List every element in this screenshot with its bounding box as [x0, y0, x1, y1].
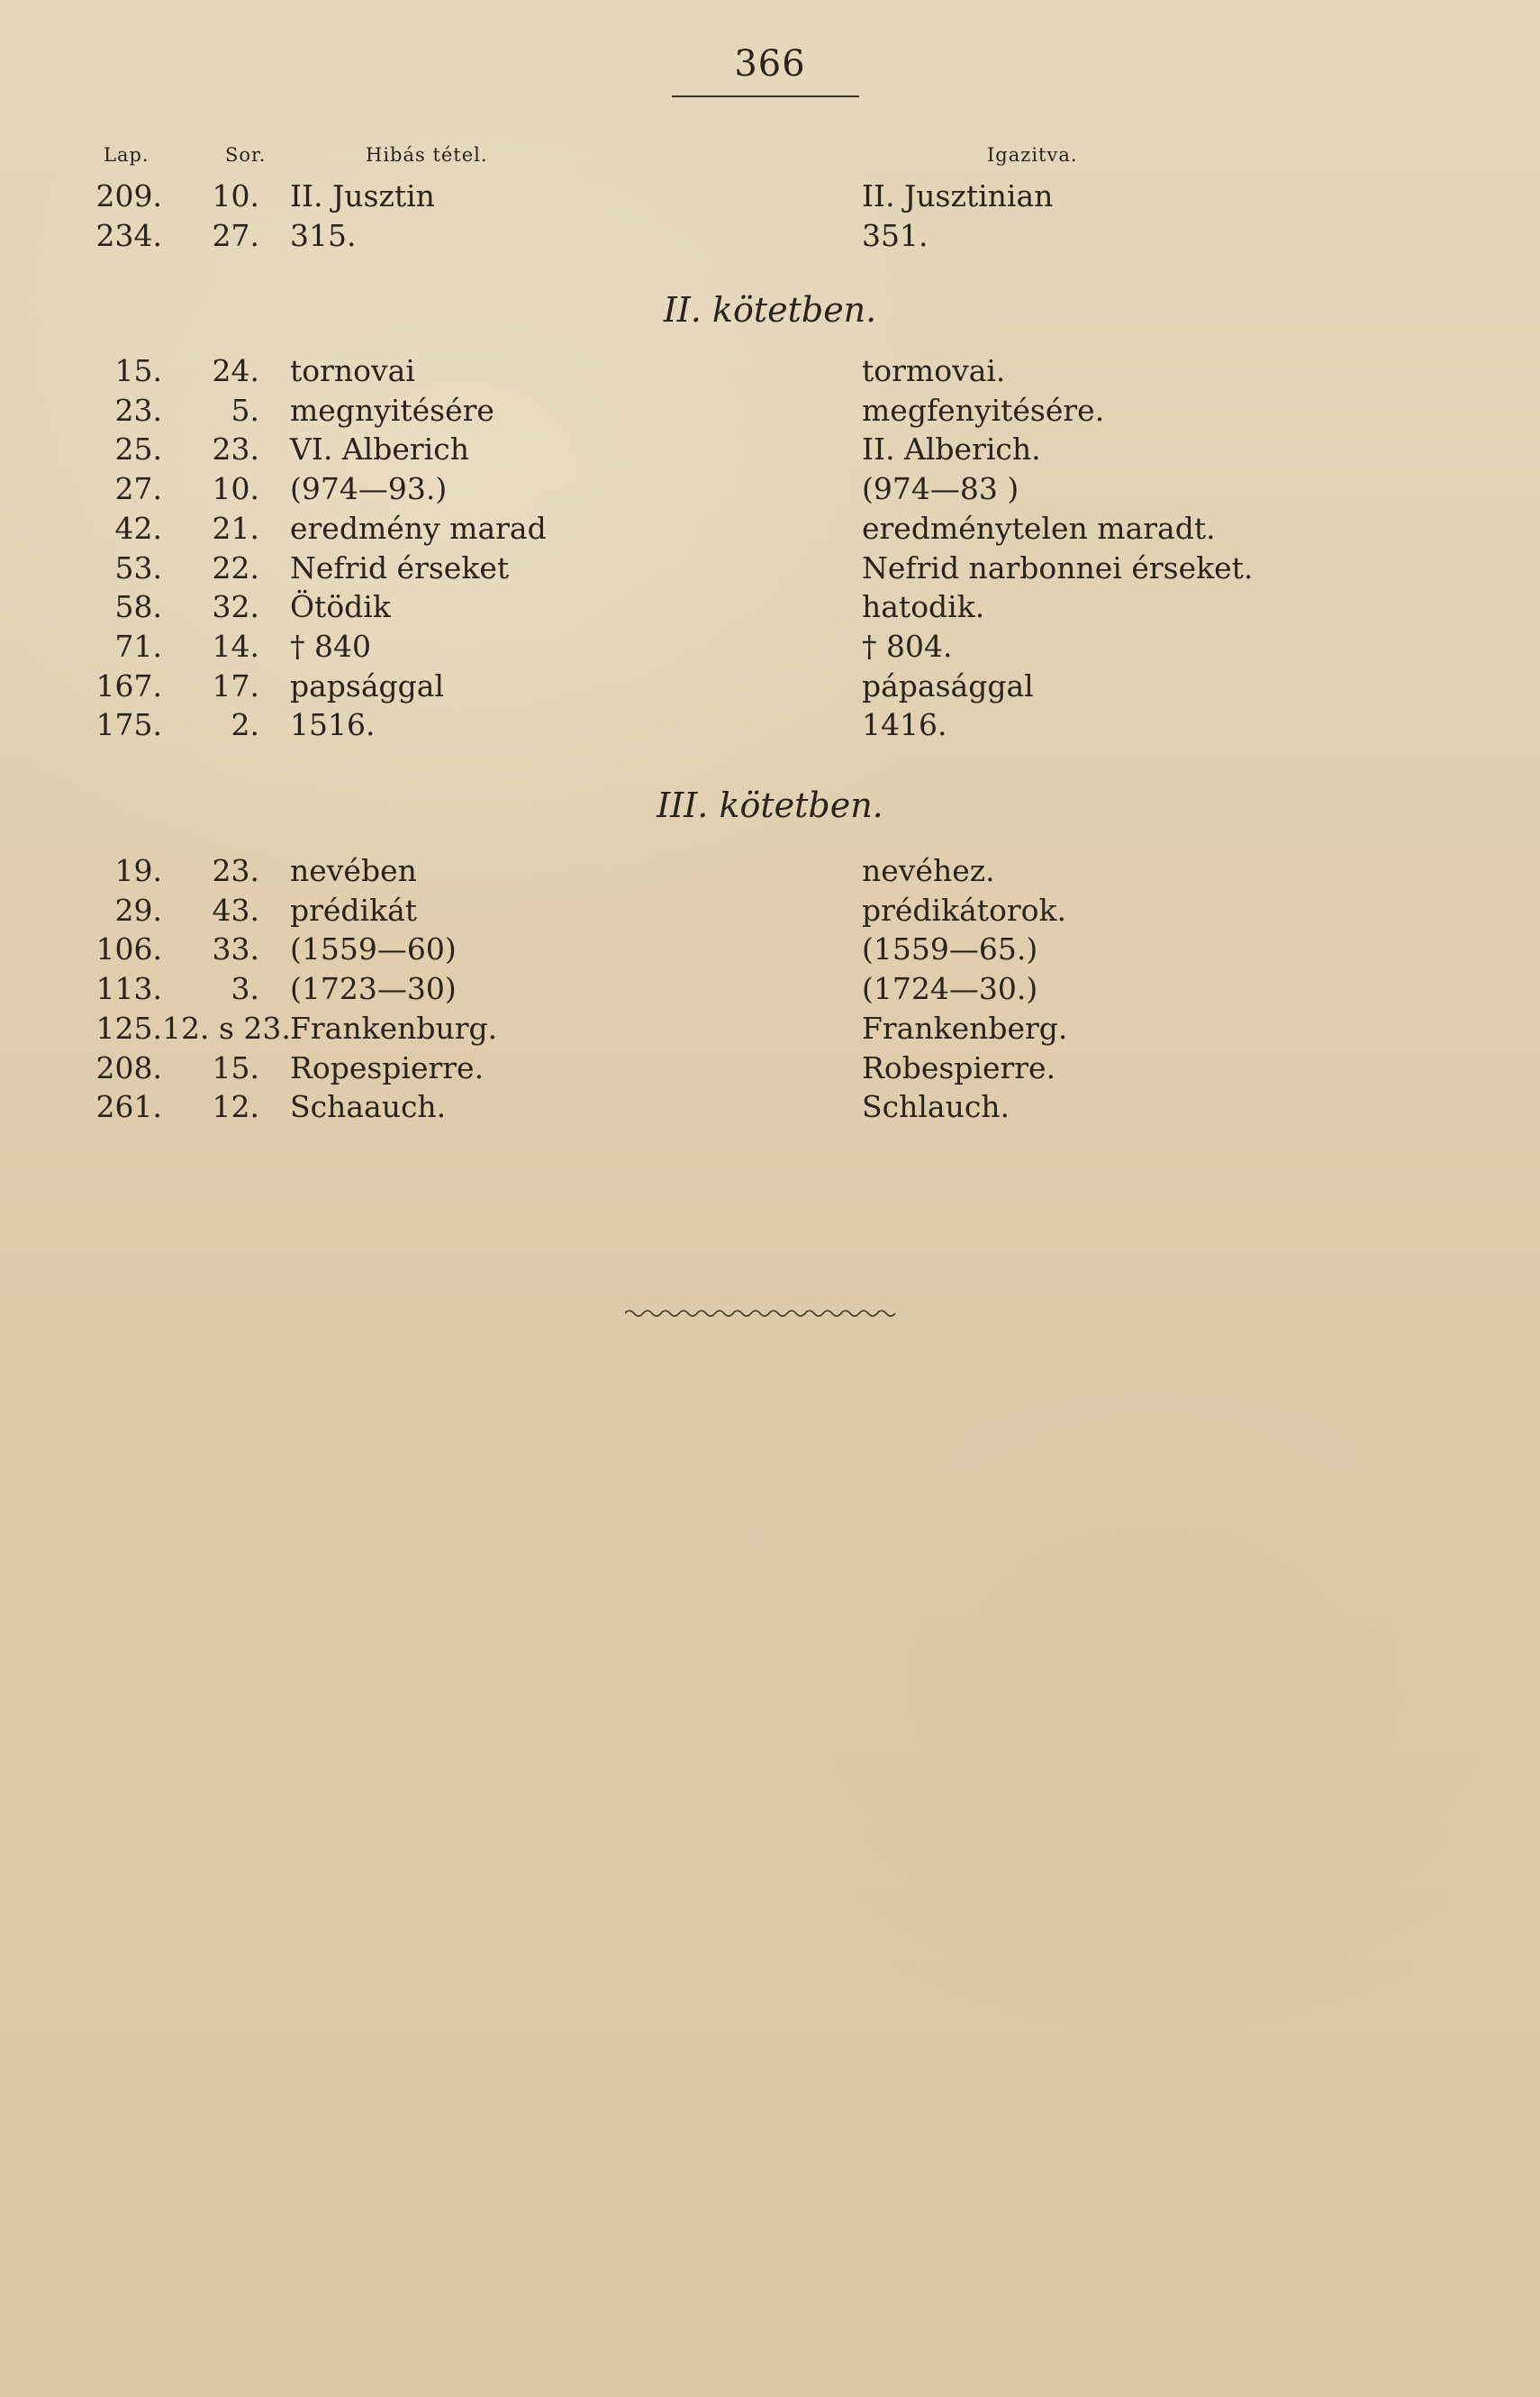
- corrected-text: 1416.: [862, 707, 947, 743]
- page-ref: 106.: [95, 931, 162, 967]
- corrected-text: pápasággal: [862, 667, 1034, 704]
- erroneous-text: Ropespierre.: [290, 1049, 485, 1085]
- line-ref: 23.: [212, 853, 259, 888]
- page-ref: 209.: [95, 178, 162, 213]
- erroneous-text: megnyitésére: [290, 392, 494, 428]
- errata-row: [0, 471, 1540, 511]
- erroneous-text: (1559—60): [290, 931, 457, 967]
- page-ref: 208.: [95, 1049, 162, 1085]
- line-ref: 33.: [212, 931, 259, 967]
- column-header-igazitva: Igazitva.: [987, 144, 1078, 166]
- corrected-text: Nefrid narbonnei érseket.: [862, 549, 1254, 586]
- errata-row: [0, 707, 1540, 747]
- page-number-rule: [672, 95, 859, 97]
- corrected-text: prédikátorok.: [862, 892, 1067, 928]
- corrected-text: 351.: [862, 217, 929, 253]
- errata-row: [0, 893, 1540, 932]
- line-ref: 24.: [212, 353, 259, 388]
- corrected-text: Robespierre.: [862, 1049, 1056, 1085]
- errata-row: [0, 353, 1540, 393]
- page-ref: 15.: [114, 353, 162, 388]
- line-ref: 23.: [212, 431, 259, 468]
- corrected-text: nevéhez.: [862, 853, 995, 888]
- line-ref: 2.: [231, 707, 259, 743]
- line-ref: 3.: [231, 971, 259, 1007]
- page-ref: 125.: [95, 1010, 162, 1046]
- corrected-text: † 804.: [862, 628, 953, 664]
- line-ref: 21.: [212, 510, 259, 546]
- erroneous-text: papsággal: [290, 667, 445, 704]
- errata-row: [0, 853, 1540, 893]
- erroneous-text: tornovai: [290, 353, 415, 388]
- errata-row: [0, 1011, 1540, 1050]
- page-ref: 42.: [114, 510, 162, 546]
- corrected-text: tormovai.: [862, 353, 1006, 388]
- errata-row: [0, 1089, 1540, 1129]
- corrected-text: (1559—65.): [862, 931, 1038, 967]
- line-ref: 17.: [212, 667, 259, 704]
- corrected-text: eredménytelen maradt.: [862, 510, 1216, 546]
- errata-row: [0, 971, 1540, 1011]
- erroneous-text: II. Jusztin: [290, 178, 435, 213]
- section-title: III. kötetben.: [657, 785, 883, 825]
- page-ref: 261.: [95, 1089, 162, 1125]
- page-ref: 27.: [114, 471, 162, 507]
- page-ref: 71.: [114, 628, 162, 664]
- column-header-hibas: Hibás tétel.: [366, 144, 488, 166]
- corrected-text: Frankenberg.: [862, 1010, 1068, 1046]
- line-ref: 22.: [212, 549, 259, 586]
- erroneous-text: Frankenburg.: [290, 1010, 498, 1046]
- erroneous-text: Schaauch.: [290, 1089, 447, 1125]
- errata-row: [0, 431, 1540, 471]
- erroneous-text: VI. Alberich: [290, 431, 469, 468]
- erroneous-text: Ötödik: [290, 589, 391, 625]
- errata-row: [0, 1050, 1540, 1090]
- erroneous-text: nevében: [290, 853, 417, 888]
- line-ref: 15.: [212, 1049, 259, 1085]
- line-ref: 27.: [212, 217, 259, 253]
- errata-row: [0, 393, 1540, 432]
- line-ref: 12.: [212, 1089, 259, 1125]
- corrected-text: II. Jusztinian: [862, 178, 1054, 213]
- squiggle-divider: [625, 1304, 913, 1322]
- corrected-text: (974—83 ): [862, 471, 1019, 507]
- page-ref: 167.: [95, 667, 162, 704]
- corrected-text: hatodik.: [862, 589, 985, 625]
- page-ref: 19.: [114, 853, 162, 888]
- errata-row: [0, 178, 1540, 218]
- erroneous-text: † 840: [290, 628, 371, 664]
- line-ref: 10.: [212, 471, 259, 507]
- page-ref: 234.: [95, 217, 162, 253]
- errata-row: [0, 668, 1540, 708]
- page-ref: 175.: [95, 707, 162, 743]
- errata-row: [0, 218, 1540, 258]
- errata-row: [0, 589, 1540, 629]
- page-ref: 53.: [114, 549, 162, 586]
- erroneous-text: 315.: [290, 217, 357, 253]
- column-header-sor: Sor.: [225, 144, 267, 166]
- erroneous-text: prédikát: [290, 892, 418, 928]
- section-title: II. kötetben.: [663, 290, 877, 330]
- erroneous-text: eredmény marad: [290, 510, 547, 546]
- line-ref: 10.: [212, 178, 259, 213]
- line-ref: 32.: [212, 589, 259, 625]
- erroneous-text: (1723—30): [290, 971, 457, 1007]
- page-ref: 113.: [95, 971, 162, 1007]
- line-ref: 43.: [212, 892, 259, 928]
- corrected-text: (1724—30.): [862, 971, 1038, 1007]
- corrected-text: Schlauch.: [862, 1089, 1010, 1125]
- errata-row: [0, 931, 1540, 971]
- page-ref: 58.: [114, 589, 162, 625]
- page-number: 366: [734, 43, 806, 85]
- errata-row: [0, 550, 1540, 590]
- corrected-text: megfenyitésére.: [862, 392, 1105, 428]
- column-header-lap: Lap.: [104, 144, 149, 166]
- line-ref: 5.: [231, 392, 259, 428]
- line-ref: 14.: [212, 628, 259, 664]
- corrected-text: II. Alberich.: [862, 431, 1041, 468]
- errata-row: [0, 511, 1540, 550]
- erroneous-text: 1516.: [290, 707, 376, 743]
- page-ref: 25.: [114, 431, 162, 468]
- page-ref: 29.: [114, 892, 162, 928]
- line-ref: 12. s 23.: [162, 1010, 291, 1046]
- page-ref: 23.: [114, 392, 162, 428]
- erroneous-text: (974—93.): [290, 471, 448, 507]
- errata-row: [0, 629, 1540, 668]
- erroneous-text: Nefrid érseket: [290, 549, 510, 586]
